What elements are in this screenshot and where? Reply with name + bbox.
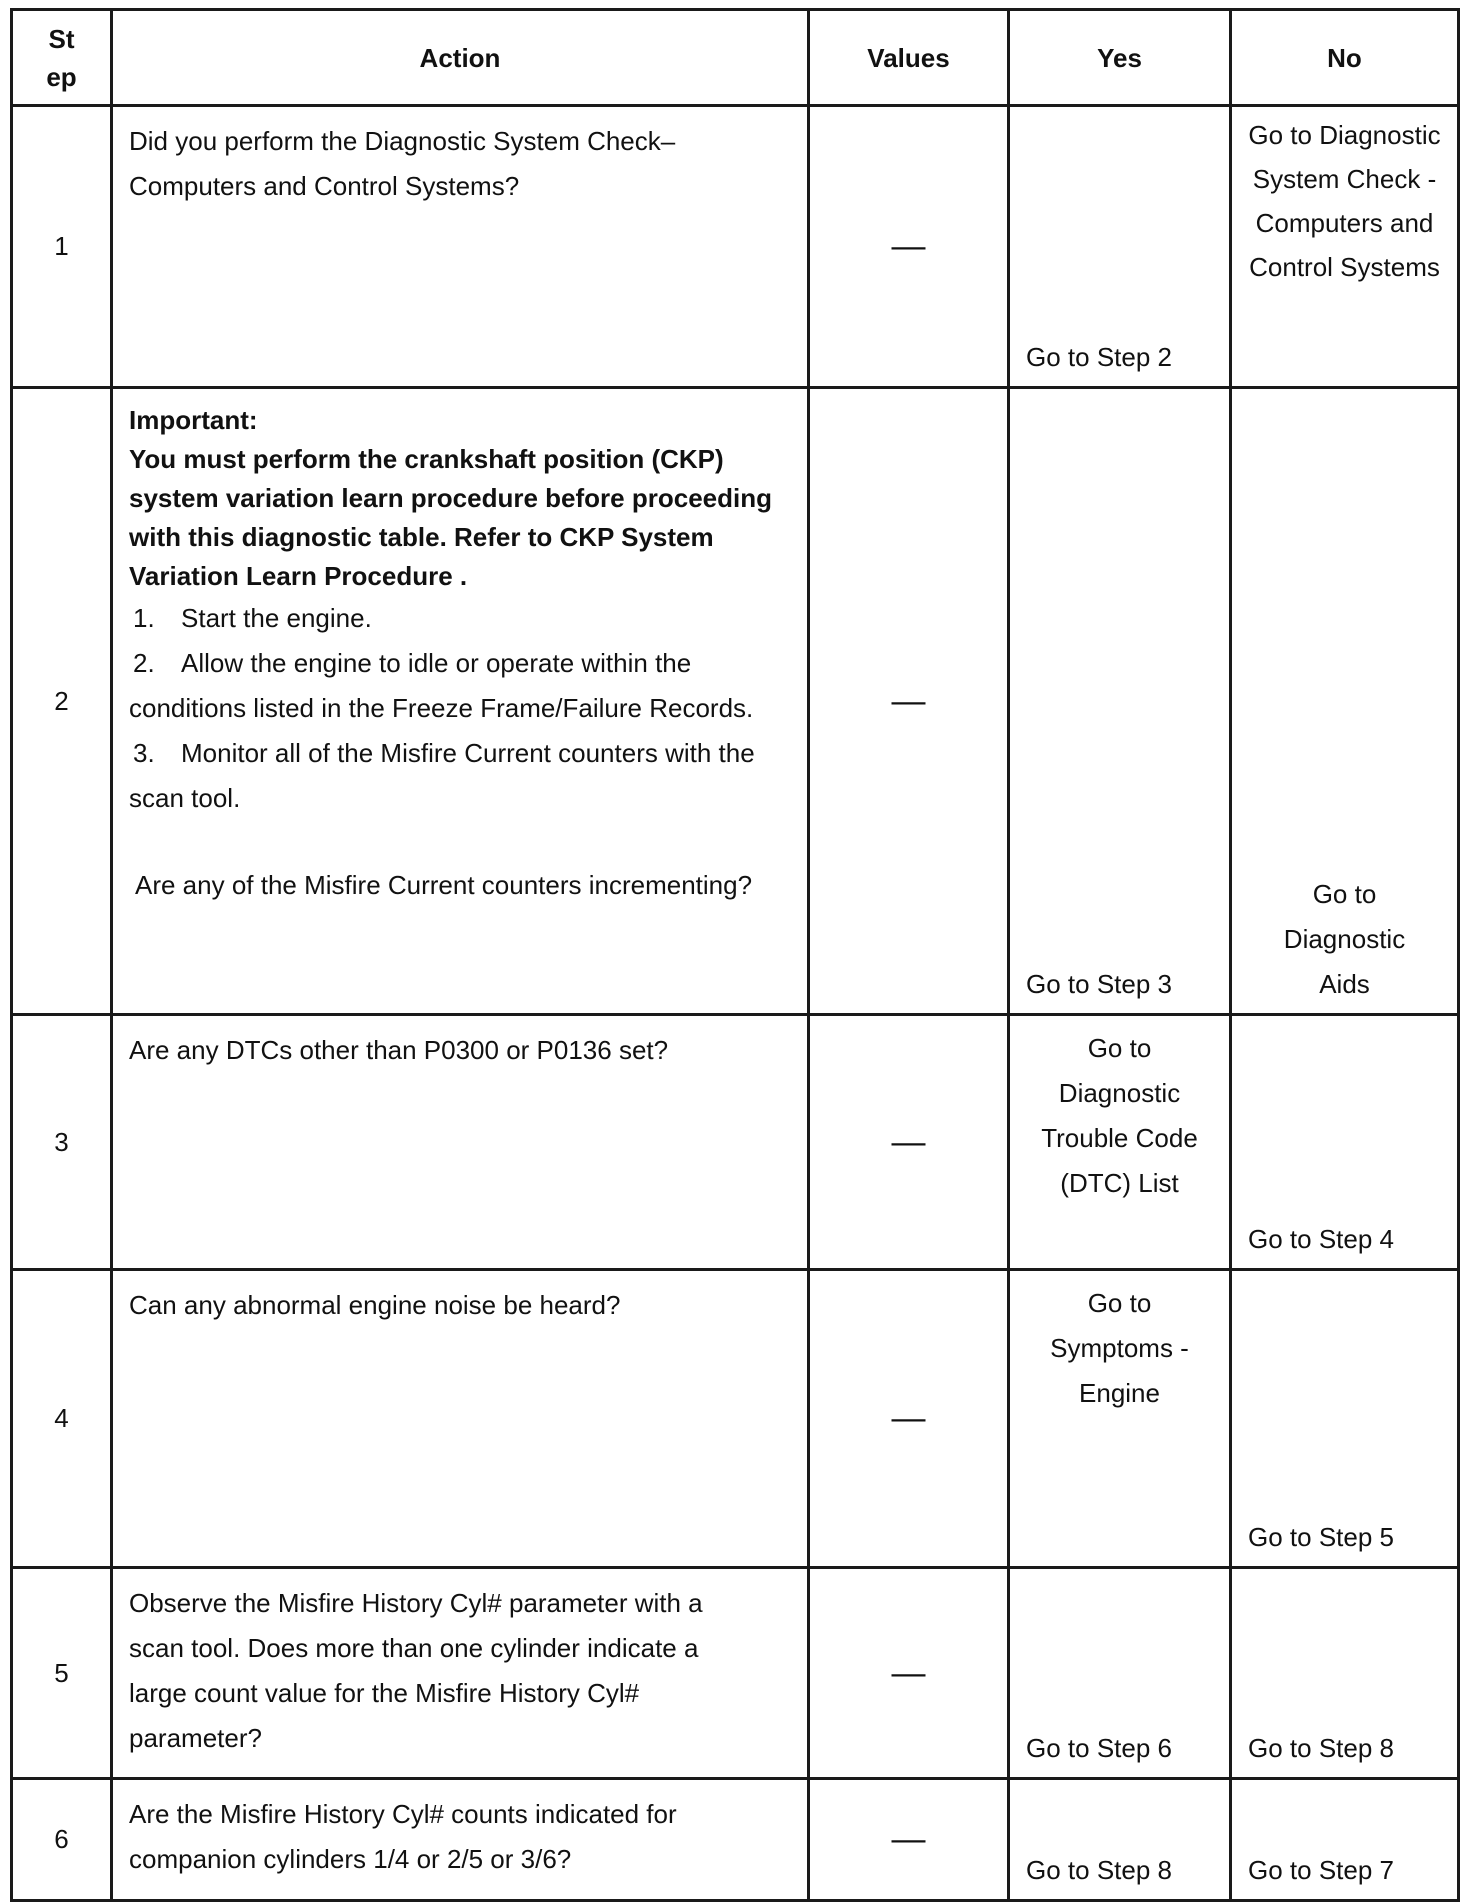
table-row [12, 1779, 1459, 1901]
header-no: No [1231, 10, 1459, 106]
question-text: Are any of the Misfire Current counters incrementing? [135, 870, 753, 900]
yes-link[interactable]: Go to Step 3 [1026, 969, 1172, 999]
action-text: Observe the Misfire History Cyl# parameter with a scan tool. Does more than one cylinder indicate a large count value for the Misfire History Cyl# parameter? [129, 1588, 703, 1753]
no-cell [1231, 1568, 1459, 1779]
no-link[interactable]: Go to Step 7 [1248, 1855, 1394, 1885]
header-yes: Yes [1009, 10, 1231, 106]
values-cell: — [809, 1015, 1009, 1270]
yes-cell [1009, 1779, 1231, 1901]
no-link[interactable]: Go to Diagnostic System Check - Computers and Control Systems [1248, 120, 1441, 282]
no-link[interactable]: Go to Diagnostic Aids [1283, 879, 1406, 999]
step-number: 3 [12, 1015, 112, 1270]
action-text: Did you perform the Diagnostic System Check–Computers and Control Systems? [129, 126, 676, 201]
action-cell [112, 388, 809, 1015]
no-cell [1231, 388, 1459, 1015]
no-link[interactable]: Go to Step 8 [1248, 1733, 1394, 1763]
values-cell: — [809, 106, 1009, 388]
yes-link[interactable]: Go to Step 6 [1026, 1733, 1172, 1763]
list-item: 1. Start the engine. [133, 603, 372, 633]
list-item: 3. Monitor all of the Misfire Current counters with the scan tool. [129, 738, 755, 813]
table-row [12, 1568, 1459, 1779]
no-cell [1231, 106, 1459, 388]
header-row [12, 10, 1459, 106]
action-cell [112, 1015, 809, 1270]
header-step: St ep [12, 10, 112, 106]
diagnostic-table [10, 8, 1460, 1902]
action-cell [112, 1779, 809, 1901]
yes-cell [1009, 1270, 1231, 1568]
action-text: Can any abnormal engine noise be heard? [129, 1290, 621, 1320]
table-row [12, 1270, 1459, 1568]
step-number: 4 [12, 1270, 112, 1568]
yes-cell [1009, 106, 1231, 388]
no-cell [1231, 1015, 1459, 1270]
table-row [12, 1015, 1459, 1270]
step-number: 5 [12, 1568, 112, 1779]
table-row [12, 106, 1459, 388]
values-cell: — [809, 1779, 1009, 1901]
yes-link[interactable]: Go to Diagnostic Trouble Code (DTC) List [1041, 1033, 1198, 1198]
yes-link[interactable]: Go to Step 8 [1026, 1855, 1172, 1885]
yes-cell [1009, 1568, 1231, 1779]
action-cell [112, 106, 809, 388]
values-cell: — [809, 388, 1009, 1015]
step-number: 6 [12, 1779, 112, 1901]
header-action: Action [112, 10, 809, 106]
table-row [12, 388, 1459, 1015]
action-cell [112, 1568, 809, 1779]
step-number: 2 [12, 388, 112, 1015]
header-values: Values [809, 10, 1009, 106]
step-number: 1 [12, 106, 112, 388]
yes-cell [1009, 388, 1231, 1015]
no-link[interactable]: Go to Step 4 [1248, 1224, 1394, 1254]
action-text: Are any DTCs other than P0300 or P0136 set? [129, 1035, 669, 1065]
no-cell [1231, 1779, 1459, 1901]
important-text: You must perform the crankshaft position (CKP) system variation learn procedure before proceeding with this diagnostic table. Refer to CKP System Variation Learn Procedure . [129, 444, 772, 591]
yes-cell [1009, 1015, 1231, 1270]
values-cell: — [809, 1568, 1009, 1779]
yes-link[interactable]: Go to Symptoms - Engine [1050, 1288, 1189, 1408]
yes-link[interactable]: Go to Step 2 [1026, 342, 1172, 372]
action-cell [112, 1270, 809, 1568]
important-label: Important: [129, 405, 258, 435]
list-item: 2. Allow the engine to idle or operate within the conditions listed in the Freeze Frame/Failure Records. [129, 648, 754, 723]
action-text: Are the Misfire History Cyl# counts indicated for companion cylinders 1/4 or 2/5 or 3/6? [129, 1799, 677, 1874]
no-link[interactable]: Go to Step 5 [1248, 1522, 1394, 1552]
values-cell: — [809, 1270, 1009, 1568]
no-cell [1231, 1270, 1459, 1568]
